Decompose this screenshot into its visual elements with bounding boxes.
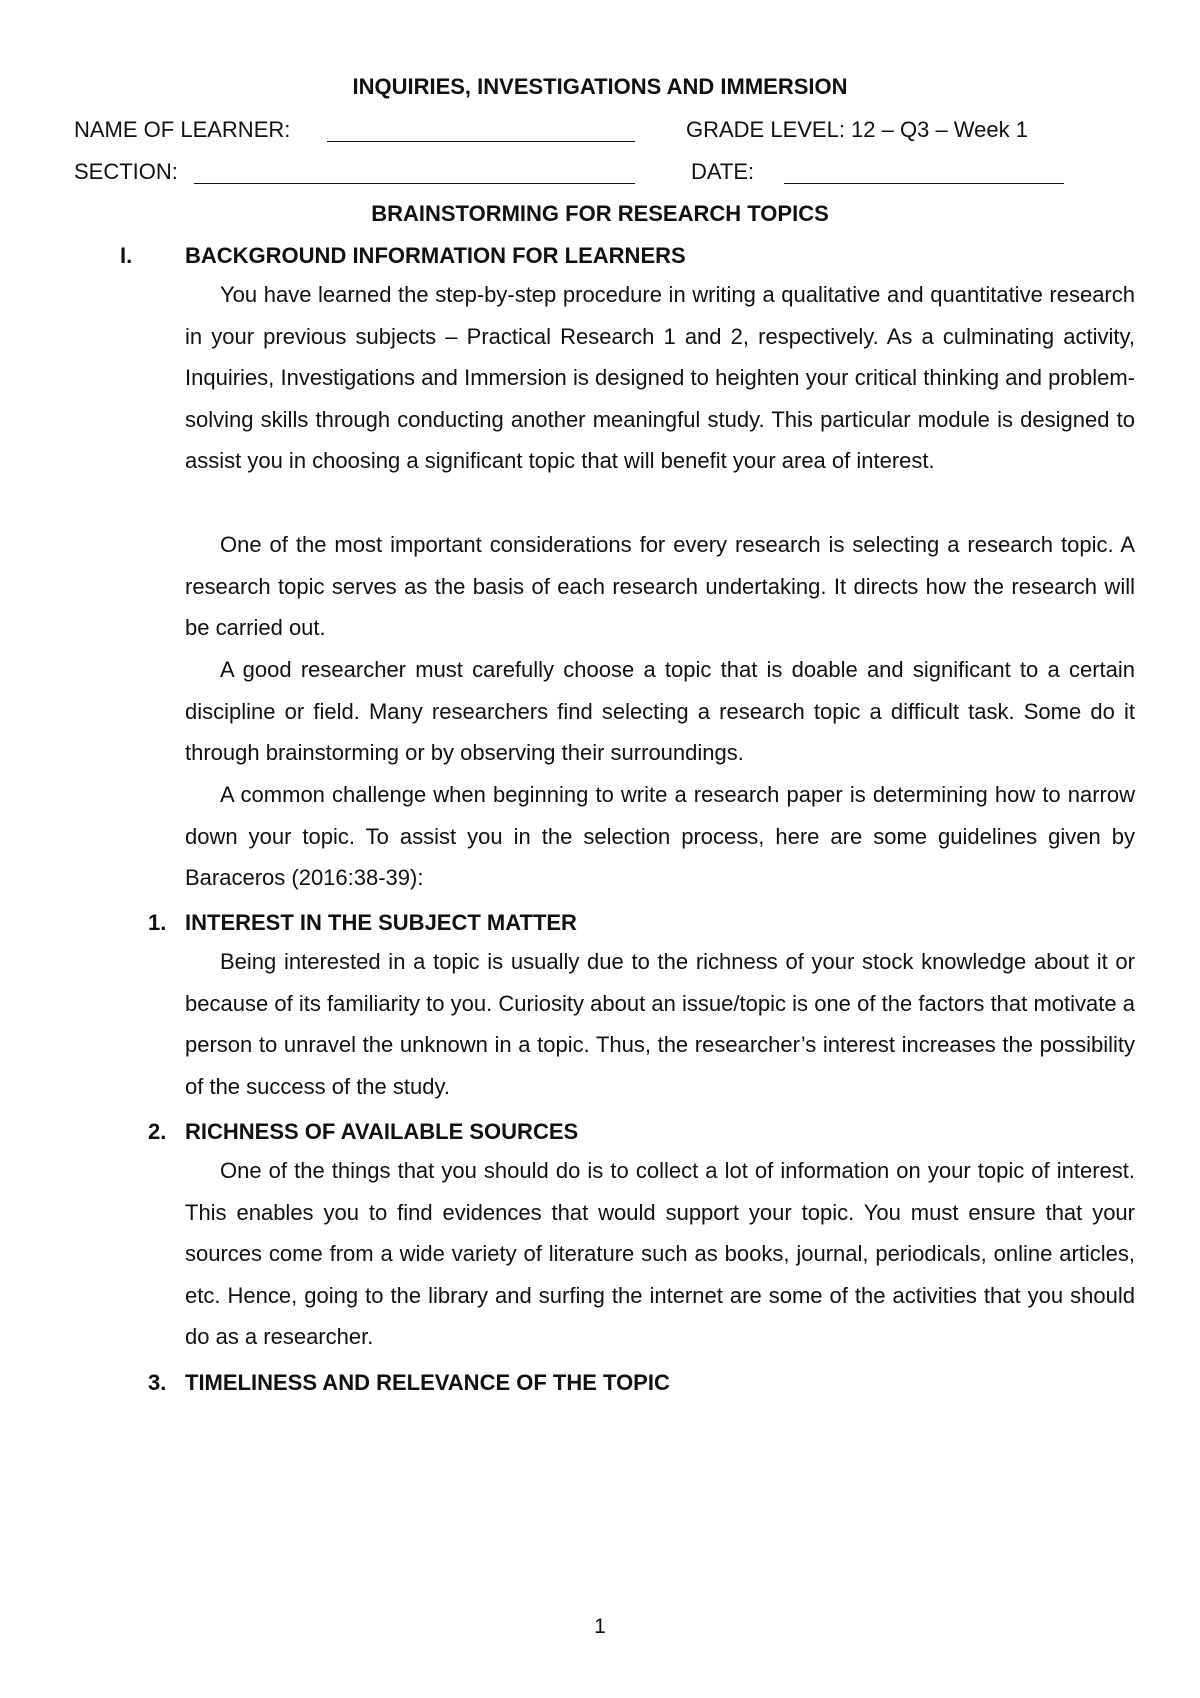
guideline-2-title: RICHNESS OF AVAILABLE SOURCES <box>185 1119 579 1144</box>
paragraph: One of the most important considerations for every research is selecting a research topic. A research topic serves as the basis of each research undertaking. It directs how the research will be carried out. <box>185 532 1135 641</box>
section-one-number: I. <box>120 243 133 268</box>
grade-level: GRADE LEVEL: 12 – Q3 – Week 1 <box>686 117 1028 142</box>
guideline-1-title: INTEREST IN THE SUBJECT MATTER <box>185 910 577 935</box>
paragraph: A good researcher must carefully choose a topic that is doable and significant to a certain discipline or field. Many researchers find selecting a research topic a difficult task. Some do it through brainstorming or by observing their surroundings. <box>185 657 1135 766</box>
guideline-2-heading <box>148 1119 948 1149</box>
section-one-heading <box>120 243 920 273</box>
paragraph: You have learned the step-by-step procedure in writing a qualitative and quantitative research in your previous subjects – Practical Research 1 and 2, respectively. As a culminating activity, Inquiries, Investigations and Immersion is designed to heighten your critical thinking and problem-solving skills through conducting another meaningful study. This particular module is designed to assist you in choosing a significant topic that will benefit your area of interest. <box>185 282 1135 474</box>
guideline-3-number: 3. <box>148 1370 167 1395</box>
guideline-3-heading <box>148 1370 948 1400</box>
paragraph: Being interested in a topic is usually due to the richness of your stock knowledge about it or because of its familiarity to you. Curiosity about an issue/topic is one of the factors that motivate a person to unravel the unknown in a topic. Thus, the researcher’s interest increases the possibility of the success of the study. <box>185 949 1135 1099</box>
section-date-row <box>74 159 1134 189</box>
date-blank[interactable] <box>784 183 1064 184</box>
name-blank[interactable] <box>327 141 635 142</box>
subject-title: INQUIRIES, INVESTIGATIONS AND IMMERSION <box>352 74 848 99</box>
section-one-title: BACKGROUND INFORMATION FOR LEARNERS <box>185 243 686 268</box>
name-label: NAME OF LEARNER: <box>74 117 291 142</box>
guideline-1-number: 1. <box>148 910 167 935</box>
date-label: DATE: <box>691 159 755 184</box>
section-label: SECTION: <box>74 159 178 184</box>
section-blank[interactable] <box>194 183 635 184</box>
paragraph: A common challenge when beginning to write a research paper is determining how to narrow down your topic. To assist you in the selection process, here are some guidelines given by Baraceros (2016:38-39): <box>185 782 1135 891</box>
guideline-2-number: 2. <box>148 1119 167 1144</box>
paragraph: One of the things that you should do is to collect a lot of information on your topic of interest. This enables you to find evidences that would support your topic. You must ensure that your sources come from a wide variety of literature such as books, journal, periodicals, online articles, etc. Hence, going to the library and surfing the internet are some of the activities that you should do as a researcher. <box>185 1158 1135 1350</box>
guideline-1-heading <box>148 910 948 940</box>
lesson-title: BRAINSTORMING FOR RESEARCH TOPICS <box>371 201 829 226</box>
guideline-3-title: TIMELINESS AND RELEVANCE OF THE TOPIC <box>185 1370 670 1395</box>
page-number: 1 <box>594 1615 606 1638</box>
name-grade-row <box>74 117 1134 147</box>
